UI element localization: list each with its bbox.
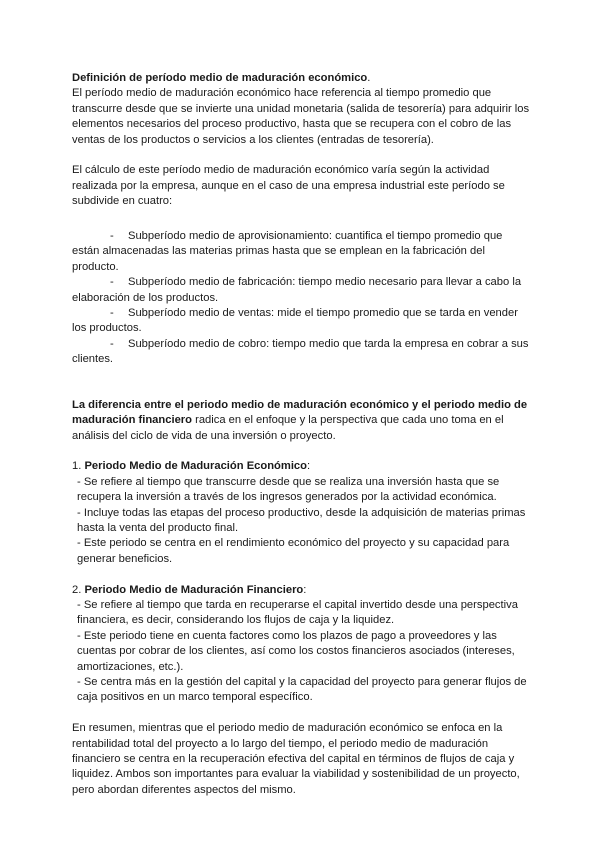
conclusion-paragraph: En resumen, mientras que el periodo medio de maduración económico se enfoca en la rentabilidad total del proyecto a lo largo del tiempo, el periodo medio de maduración financiero se centra en la recuperación efectiva del capital en términos de flujos de caja y liquidez. Ambos son importantes para evaluar la viabilidad y sostenibilidad de un proyecto, pero abordan diferentes aspectos del mismo. bbox=[72, 722, 520, 796]
spacer bbox=[72, 444, 532, 459]
bullet-marker: - bbox=[110, 276, 114, 289]
financial-number: 2. bbox=[72, 583, 85, 596]
financial-heading-end: : bbox=[303, 583, 307, 596]
document-page bbox=[72, 71, 532, 798]
economic-heading bbox=[72, 459, 532, 474]
list-item bbox=[72, 306, 532, 337]
economic-item: - Se refiere al tiempo que transcurre desde que se realiza una inversión hasta que se recupera la inversión a través de los ingresos generados por la actividad económica. bbox=[77, 475, 500, 504]
list-item-text: Subperíodo medio de fabricación: tiempo medio necesario para llevar a cabo la elaboración de los productos. bbox=[72, 276, 522, 304]
economic-heading-end: : bbox=[307, 460, 311, 473]
section1-title: Definición de período medio de maduración económico bbox=[72, 72, 368, 84]
section2-intro-bold: La diferencia entre el periodo medio de maduración económico y el periodo medio de maduración financiero bbox=[72, 398, 528, 427]
financial-heading bbox=[72, 583, 532, 598]
spacer bbox=[72, 567, 532, 582]
financial-title: Periodo Medio de Maduración Financiero bbox=[84, 583, 304, 596]
financial-item: - Se centra más en la gestión del capital y la capacidad del proyecto para generar flujos de caja positivos en un marco temporal específico. bbox=[77, 675, 527, 704]
list-item bbox=[72, 275, 532, 306]
list-item-text: Subperíodo medio de cobro: tiempo medio que tarda la empresa en cobrar a sus clientes. bbox=[72, 337, 529, 366]
bullet-marker: - bbox=[110, 307, 114, 320]
economic-number: 1. bbox=[72, 460, 85, 473]
list-item-text: Subperíodo medio de aprovisionamiento: cuantifica el tiempo promedio que están almacenadas las materias primas hasta que se emplean en la fabricación del producto. bbox=[72, 230, 503, 273]
spacer bbox=[72, 368, 532, 398]
list-item bbox=[72, 229, 532, 275]
section1-paragraph2: El cálculo de este período medio de maduración económico varía según la actividad realizada por la empresa, aunque en el caso de una empresa industrial este período se subdivide en cuatro: bbox=[72, 164, 505, 208]
economic-item: - Este periodo se centra en el rendimiento económico del proyecto y su capacidad para generar beneficios. bbox=[77, 537, 510, 565]
spacer bbox=[72, 210, 532, 225]
section2-intro bbox=[72, 398, 532, 444]
section2-intro-rest: radica en el enfoque y la perspectiva que cada uno toma en el análisis del ciclo de vida de una inversión o proyecto. bbox=[72, 414, 504, 442]
list-item bbox=[72, 337, 532, 368]
subperiod-list bbox=[72, 229, 532, 368]
section1-title-end: . bbox=[367, 72, 371, 84]
bullet-marker: - bbox=[110, 337, 114, 350]
financial-item: - Este periodo tiene en cuenta factores como los plazos de pago a proveedores y las cuentas por cobrar de los clientes, así como los costos financieros asociados (intereses, amortizaciones, etc.). bbox=[77, 629, 515, 673]
section1-paragraph: El período medio de maduración económico hace referencia al tiempo promedio que transcurre desde que se invierte una unidad monetaria (salida de tesorería) para adquirir los elementos necesarios del proceso productivo, hasta que se recupera con el cobro de las ventas de los productos o servicios a los clientes (entradas de tesorería). bbox=[72, 87, 530, 146]
financial-item: - Se refiere al tiempo que tarda en recuperarse el capital invertido desde una perspectiva financiera, es decir, considerando los flujos de caja y la liquidez. bbox=[77, 598, 518, 627]
bullet-marker: - bbox=[110, 230, 114, 243]
spacer bbox=[72, 706, 532, 721]
section1-heading bbox=[72, 71, 532, 86]
economic-item: - Incluye todas las etapas del proceso productivo, desde la adquisición de materias primas hasta la venta del producto final. bbox=[77, 506, 526, 534]
list-item-text: Subperíodo medio de ventas: mide el tiempo promedio que se tarda en vender los productos. bbox=[72, 307, 518, 335]
spacer bbox=[72, 148, 532, 163]
economic-title: Periodo Medio de Maduración Económico bbox=[84, 460, 307, 473]
